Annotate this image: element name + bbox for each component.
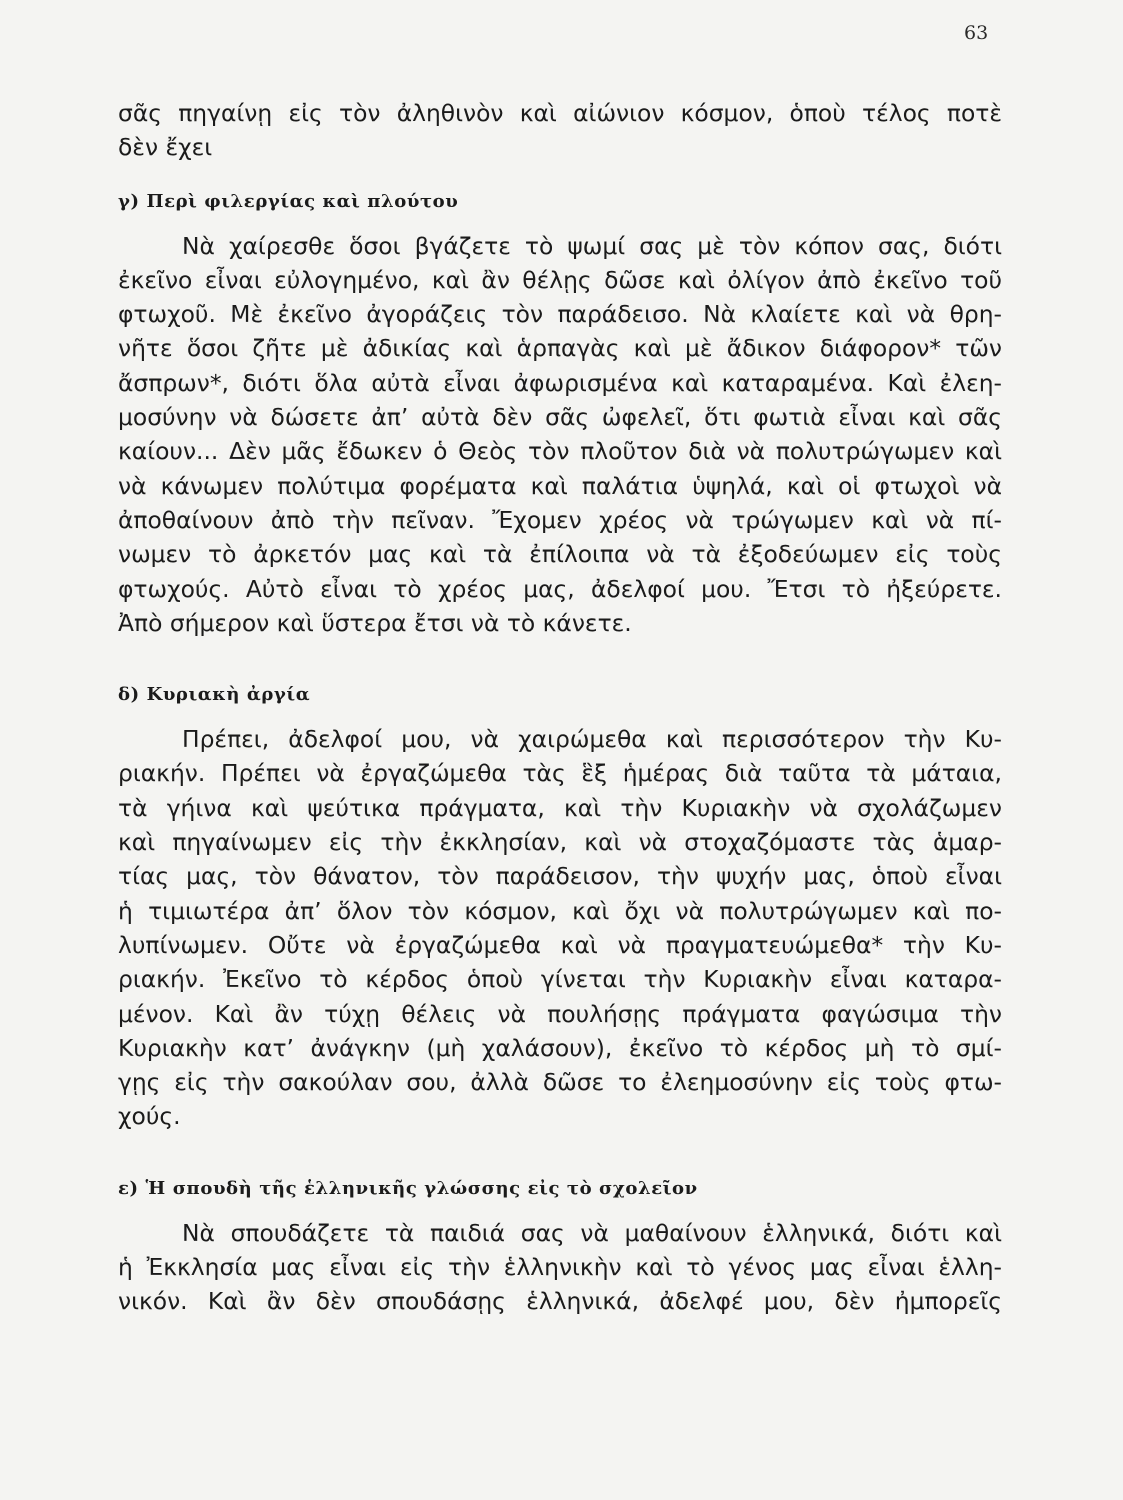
text-line: λυπίνωμεν. Οὔτε νὰ ἐργαζώμεθα καὶ νὰ πραγματευώμεθα* τὴν Κυ-	[118, 930, 1002, 959]
text-line: σᾶς πηγαίνῃ εἰς τὸν ἀληθινὸν καὶ αἰώνιον κόσμον, ὁποὺ τέλος ποτὲ	[118, 99, 1002, 127]
text-line: τίας μας, τὸν θάνατον, τὸν παράδεισον, τὴν ψυχήν μας, ὁποὺ εἶναι	[118, 862, 1002, 891]
text-line: νῆτε ὅσοι ζῆτε μὲ ἀδικίας καὶ ἁρπαγὰς καὶ μὲ ἄδικον διάφορον* τῶν	[118, 334, 1002, 363]
text-line: Νὰ χαίρεσθε ὅσοι βγάζετε τὸ ψωμί σας μὲ τὸν κόπον σας, διότι	[182, 231, 1002, 260]
text-line: γῃς εἰς τὴν σακούλαν σου, ἀλλὰ δῶσε το ἐλεημοσύνην εἰς τοὺς φτω-	[118, 1068, 1002, 1097]
text-line: νὰ κάνωμεν πολύτιμα φορέματα καὶ παλάτια ὑψηλά, καὶ οἱ φτωχοὶ νὰ	[118, 471, 1002, 500]
text-line: Πρέπει, ἀδελφοί μου, νὰ χαιρώμεθα καὶ περισσότερον τὴν Κυ-	[182, 725, 1002, 754]
text-line: ἐκεῖνο εἶναι εὐλογημένο, καὶ ἂν θέλῃς δῶσε καὶ ὀλίγον ἀπὸ ἐκεῖνο τοῦ	[118, 265, 1002, 294]
intro-paragraph	[118, 96, 1002, 165]
text-line: Κυριακὴν κατ’ ἀνάγκην (μὴ χαλάσουν), ἐκεῖνο τὸ κέρδος μὴ τὸ σμί-	[118, 1033, 1002, 1062]
text-line: τὰ γήινα καὶ ψεύτικα πράγματα, καὶ τὴν Κυριακὴν νὰ σχολάζωμεν	[118, 793, 1002, 822]
text-line: νωμεν τὸ ἀρκετόν μας καὶ τὰ ἐπίλοιπα νὰ τὰ ἐξοδεύωμεν εἰς τοὺς	[118, 540, 1002, 569]
text-line: ἀποθαίνουν ἀπὸ τὴν πεῖναν. Ἔχομεν χρέος νὰ τρώγωμεν καὶ νὰ πί-	[118, 505, 1002, 534]
text-line: φτωχοῦ. Μὲ ἐκεῖνο ἀγοράζεις τὸν παράδεισο. Νὰ κλαίετε καὶ νὰ θρη-	[118, 300, 1002, 329]
text-line: ριακήν. Πρέπει νὰ ἐργαζώμεθα τὰς ἓξ ἡμέρας διὰ ταῦτα τὰ μάταια,	[118, 759, 1002, 788]
text-line: ριακήν. Ἐκεῖνο τὸ κέρδος ὁποὺ γίνεται τὴν Κυριακὴν εἶναι καταρα-	[118, 965, 1002, 994]
text-line: Ἀπὸ σήμερον καὶ ὕστερα ἔτσι νὰ τὸ κάνετε.	[118, 608, 632, 637]
text-line: ἄσπρων*, διότι ὅλα αὐτὰ εἶναι ἀφωρισμένα καὶ καταραμένα. Καὶ ἐλεη-	[118, 368, 1002, 397]
section-delta-paragraph	[118, 722, 1002, 1134]
text-line: ἡ τιμιωτέρα ἀπ’ ὅλον τὸν κόσμον, καὶ ὄχι νὰ πολυτρώγωμεν καὶ πο-	[118, 896, 1002, 925]
text-line: μένον. Καὶ ἂν τύχῃ θέλεις νὰ πουλήσῃς πράγματα φαγώσιμα τὴν	[118, 999, 1002, 1028]
text-line: καίουν... Δὲν μᾶς ἔδωκεν ὁ Θεὸς τὸν πλοῦτον διὰ νὰ πολυτρώγωμεν καὶ	[118, 437, 1002, 466]
section-heading-epsilon: ε) Ἡ σπουδὴ τῆς ἑλληνικῆς γλώσσης εἰς τὸ σχολεῖον	[118, 1177, 698, 1199]
text-line: χούς.	[118, 1102, 181, 1131]
section-heading-delta: δ) Κυριακὴ ἀργία	[118, 684, 311, 706]
section-gamma-paragraph	[118, 229, 1002, 641]
text-line: ἡ Ἐκκλησία μας εἶναι εἰς τὴν ἑλληνικὴν καὶ τὸ γένος μας εἶναι ἑλλη-	[118, 1253, 1002, 1282]
text-line: φτωχούς. Αὐτὸ εἶναι τὸ χρέος μας, ἀδελφοί μου. Ἔτσι τὸ ἠξεύρετε.	[118, 574, 1002, 603]
text-line: νικόν. Καὶ ἂν δὲν σπουδάσῃς ἑλληνικά, ἀδελφέ μου, δὲν ἠμπορεῖς	[118, 1287, 1002, 1316]
page-content	[118, 96, 1002, 1319]
text-line: καὶ πηγαίνωμεν εἰς τὴν ἐκκλησίαν, καὶ νὰ στοχαζόμαστε τὰς ἁμαρ-	[118, 828, 1002, 857]
section-heading-gamma: γ) Περὶ φιλεργίας καὶ πλούτου	[118, 190, 459, 212]
text-line: μοσύνην νὰ δώσετε ἀπ’ αὐτὰ δὲν σᾶς ὠφελεῖ, ὅτι φωτιὰ εἶναι καὶ σᾶς	[118, 403, 1002, 432]
page-number: 63	[964, 22, 989, 44]
text-line: δὲν ἔχει	[118, 133, 213, 162]
section-epsilon-paragraph	[118, 1216, 1002, 1319]
text-line: Νὰ σπουδάζετε τὰ παιδιά σας νὰ μαθαίνουν ἑλληνικά, διότι καὶ	[182, 1218, 1002, 1247]
